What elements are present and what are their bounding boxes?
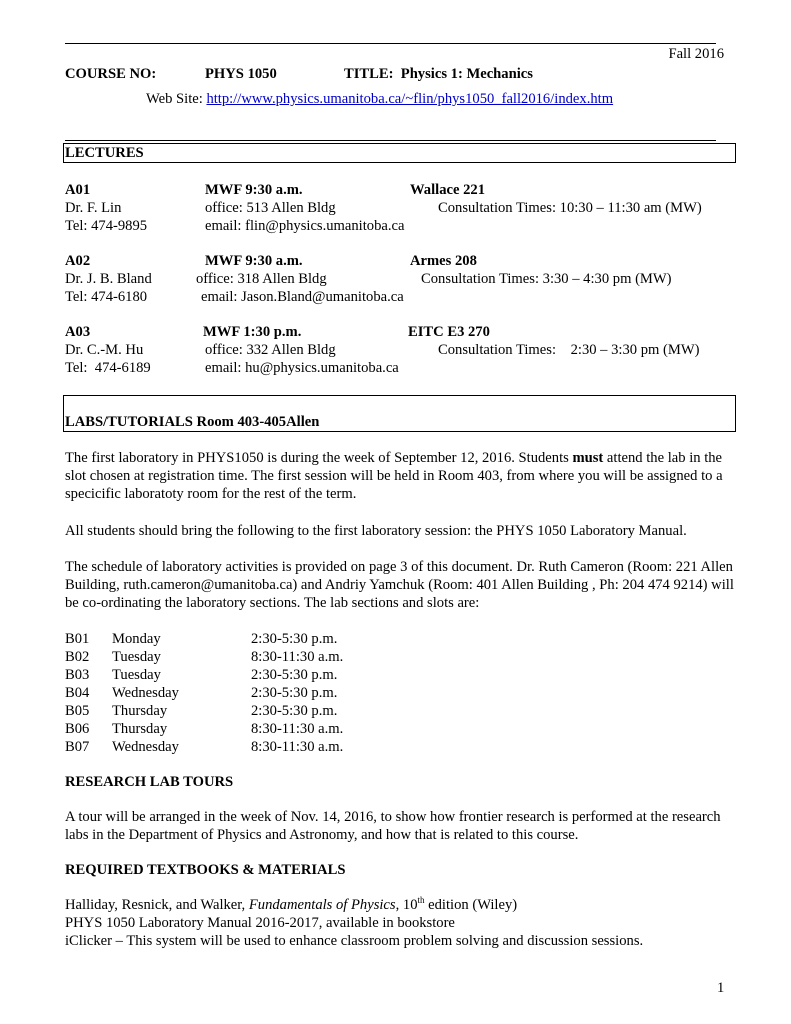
section-office: office: 318 Allen Bldg [196, 271, 327, 287]
page-number: 1 [717, 980, 725, 996]
section-email: email: flin@physics.umanitoba.ca [205, 218, 405, 234]
slot-code: B03 [65, 667, 90, 683]
slot-code: B07 [65, 739, 90, 755]
website-label: Web Site: [146, 91, 203, 107]
lectures-heading-box [63, 143, 736, 163]
labs-heading: LABS/TUTORIALS Room 403-405Allen [65, 414, 320, 430]
textbooks-heading: REQUIRED TEXTBOOKS & MATERIALS [65, 862, 346, 878]
labs-para1-pre: The first laboratory in PHYS1050 is during the week of September 12, 2016. Students [65, 450, 573, 466]
section-tel: Tel: 474-9895 [65, 218, 148, 234]
textbook-edition-rest: edition (Wiley) [424, 897, 518, 913]
tours-paragraph: A tour will be arranged in the week of Nov. 14, 2016, to show how frontier research is performed at the research labs in the Department of Physics and Astronomy, and how that is related to this course. [65, 809, 721, 843]
term-label: Fall 2016 [668, 46, 724, 62]
section-room: Wallace 221 [410, 182, 485, 198]
section-code: A02 [65, 253, 91, 269]
section-code: A01 [65, 182, 91, 198]
slot-day: Wednesday [112, 739, 179, 755]
course-no-label: COURSE NO: [65, 66, 157, 82]
slot-time: 2:30-5:30 p.m. [251, 685, 338, 701]
slot-day: Thursday [112, 703, 168, 719]
section-room: Armes 208 [410, 253, 477, 269]
section-consultation: Consultation Times: 10:30 – 11:30 am (MW) [438, 200, 702, 216]
section-instructor: Dr. J. B. Bland [65, 271, 152, 287]
slot-day: Tuesday [112, 667, 161, 683]
section-email: email: hu@physics.umanitoba.ca [205, 360, 399, 376]
title-value: Physics 1: Mechanics [400, 66, 533, 82]
tours-heading: RESEARCH LAB TOURS [65, 774, 234, 790]
section-instructor: Dr. F. Lin [65, 200, 122, 216]
slot-day: Wednesday [112, 685, 179, 701]
textbook-authors: Halliday, Resnick, and Walker, [65, 897, 249, 913]
slot-time: 2:30-5:30 p.m. [251, 667, 338, 683]
labs-paragraph-1 [65, 449, 740, 503]
section-time: MWF 9:30 a.m. [205, 182, 303, 198]
slot-day: Monday [112, 631, 161, 647]
slot-time: 8:30-11:30 a.m. [251, 649, 344, 665]
slot-time: 2:30-5:30 p.m. [251, 631, 338, 647]
website-line [146, 90, 613, 108]
section-room: EITC E3 270 [408, 324, 490, 340]
slot-time: 8:30-11:30 a.m. [251, 721, 344, 737]
section-time: MWF 1:30 p.m. [203, 324, 302, 340]
slot-day: Thursday [112, 721, 168, 737]
labs-para1-bold: must [572, 450, 604, 466]
textbook-edition-num: , 10 [395, 897, 418, 913]
section-time: MWF 9:30 a.m. [205, 253, 303, 269]
top-rule [65, 43, 716, 44]
slot-code: B04 [65, 685, 90, 701]
labs-paragraph-2: All students should bring the following to the first laboratory session: the PHYS 1050 Laboratory Manual. [65, 523, 687, 539]
section-office: office: 513 Allen Bldg [205, 200, 336, 216]
course-no-value: PHYS 1050 [205, 66, 277, 82]
lab-manual-line: PHYS 1050 Laboratory Manual 2016-2017, available in bookstore [65, 915, 455, 931]
textbook-edition-sup: th [417, 895, 425, 906]
labs-para1-post: attend the lab in the slot chosen at registration time. The first session will be held in Room 403, from where you will be assigned to a specicific laboratoty room for the rest of the term. [65, 450, 723, 502]
slot-code: B06 [65, 721, 90, 737]
textbook-title: Fundamentals of Physics [248, 897, 396, 913]
textbook-line [65, 896, 517, 914]
website-link[interactable]: http://www.physics.umanitoba.ca/~flin/phys1050_fall2016/index.htm [206, 91, 614, 107]
section-email: email: Jason.Bland@umanitoba.ca [201, 289, 404, 305]
title-label: TITLE: [344, 66, 394, 82]
lectures-heading: LECTURES [65, 145, 144, 161]
section-instructor: Dr. C.-M. Hu [65, 342, 144, 358]
header-rule [65, 140, 716, 141]
slot-time: 8:30-11:30 a.m. [251, 739, 344, 755]
iclicker-line: iClicker – This system will be used to enhance classroom problem solving and discussion sessions. [65, 933, 644, 949]
section-consultation: Consultation Times: 2:30 – 3:30 pm (MW) [438, 342, 700, 358]
slot-time: 2:30-5:30 p.m. [251, 703, 338, 719]
section-code: A03 [65, 324, 91, 340]
section-consultation: Consultation Times: 3:30 – 4:30 pm (MW) [421, 271, 672, 287]
course-title [344, 65, 533, 83]
section-tel: Tel: 474-6189 [65, 360, 151, 376]
slot-code: B01 [65, 631, 90, 647]
slot-code: B02 [65, 649, 90, 665]
slot-day: Tuesday [112, 649, 161, 665]
slot-code: B05 [65, 703, 90, 719]
section-tel: Tel: 474-6180 [65, 289, 148, 305]
section-office: office: 332 Allen Bldg [205, 342, 336, 358]
labs-paragraph-3: The schedule of laboratory activities is provided on page 3 of this document. Dr. Ruth Cameron (Room: 221 Allen Building, ruth.cameron@umanitoba.ca) and Andriy Yamchuk (Room: 401 Allen Building , Ph: 204 474 9214) will be co-ordinating the laboratory sections. The lab sections and slots are: [65, 559, 734, 611]
